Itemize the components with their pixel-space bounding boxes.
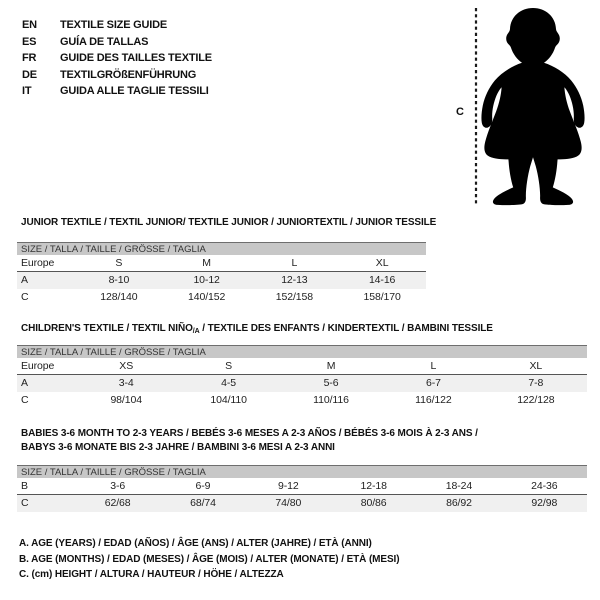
size-value-cell: 92/98: [531, 497, 558, 509]
size-value-cell: 140/152: [187, 291, 226, 303]
size-value-cell: XL: [375, 257, 389, 269]
size-table: [17, 242, 426, 306]
size-value-cell: 18-24: [445, 480, 473, 492]
section-title-line: [21, 427, 478, 441]
title-text: JUNIOR TEXTILE / TEXTIL JUNIOR/ TEXTILE JUNIOR / JUNIORTEXTIL / JUNIOR TESSILE: [21, 217, 437, 228]
title-text: / TEXTILE DES ENFANTS / KINDERTEXTIL / BAMBINI TESSILE: [199, 323, 493, 334]
language-title: TEXTILE SIZE GUIDE: [60, 19, 168, 31]
title-text: BABIES 3-6 MONTH TO 2-3 YEARS / BEBÉS 3-6 MESES A 2-3 AÑOS / BÉBÉS 3-6 MOIS À 2-3 ANS /: [21, 428, 478, 439]
size-value-cell: M: [202, 257, 211, 269]
size-value-cell: 24-36: [531, 480, 558, 492]
size-value-cell: S: [115, 257, 123, 269]
title-subscript: /A: [192, 328, 200, 335]
title-text: CHILDREN'S TEXTILE / TEXTIL NIÑO: [21, 323, 193, 334]
table-row: [17, 495, 587, 512]
language-code: DE: [22, 68, 37, 81]
language-code: ES: [22, 35, 37, 48]
language-row: [22, 34, 212, 51]
language-row: [22, 67, 212, 84]
row-label-cell: A: [21, 274, 28, 286]
size-value-cell: 86/92: [446, 497, 472, 509]
footnote-line: C. (cm) HEIGHT / ALTURA / HAUTEUR / HÖHE / ALTEZZA: [19, 569, 284, 580]
size-value-cell: XL: [529, 360, 543, 372]
language-code: IT: [22, 85, 32, 98]
row-label-cell: C: [21, 291, 29, 303]
size-value-cell: 3-6: [110, 480, 126, 492]
size-value-cell: 6-7: [425, 377, 441, 389]
size-value-cell: 152/158: [275, 291, 313, 303]
size-value-cell: 12-18: [360, 480, 387, 492]
size-value-cell: M: [326, 360, 336, 372]
size-table: [17, 465, 587, 512]
table-row: [17, 255, 426, 272]
size-value-cell: 80/86: [360, 497, 387, 509]
row-label-cell: Europe: [21, 257, 55, 269]
row-label-cell: C: [21, 497, 29, 509]
size-value-cell: 3-4: [118, 377, 134, 389]
size-value-cell: 14-16: [368, 274, 396, 286]
language-code: EN: [22, 19, 37, 31]
size-value-cell: 128/140: [100, 291, 138, 303]
table-row: [17, 478, 587, 495]
size-value-cell: S: [225, 360, 233, 372]
language-title-list: [22, 17, 212, 100]
section-title-line: [21, 441, 478, 455]
row-label-cell: B: [21, 480, 28, 492]
language-title: GUIDE DES TAILLES TEXTILE: [60, 52, 212, 65]
title-text: BABYS 3-6 MONATE BIS 2-3 JAHRE / BAMBINI 3-6 MESI A 2-3 ANNI: [21, 441, 335, 453]
size-value-cell: 5-6: [323, 377, 339, 389]
size-value-cell: 98/104: [110, 394, 142, 406]
size-value-cell: 9-12: [278, 480, 299, 492]
language-code: FR: [22, 52, 37, 65]
toddler-figure: [450, 0, 600, 215]
language-row: [22, 50, 212, 67]
table-row: [17, 289, 426, 306]
size-value-cell: 74/80: [275, 497, 302, 509]
size-value-cell: L: [430, 360, 437, 372]
footnote-line: A. AGE (YEARS) / EDAD (AÑOS) / ÂGE (ANS) / ALTER (JAHRE) / ETÀ (ANNI): [19, 538, 372, 549]
language-row: [22, 17, 212, 34]
size-value-cell: 6-9: [195, 480, 211, 492]
row-label-cell: A: [21, 377, 28, 389]
size-value-cell: 158/170: [363, 291, 401, 303]
language-title: GUIDA ALLE TAGLIE TESSILI: [60, 85, 209, 98]
height-measure-label: C: [456, 106, 464, 118]
size-value-cell: 104/110: [210, 394, 247, 406]
section-title: [21, 322, 493, 337]
language-title: TEXTILGRÖßENFÜHRUNG: [60, 68, 197, 81]
size-value-cell: 7-8: [528, 377, 544, 389]
size-value-cell: 68/74: [190, 497, 216, 509]
language-title: GUÍA DE TALLAS: [60, 35, 149, 48]
footnotes: [19, 536, 399, 583]
table-row: [17, 392, 587, 409]
footnote-line: B. AGE (MONTHS) / EDAD (MESES) / ÂGE (MOIS) / ALTER (MONATE) / ETÀ (MESI): [19, 553, 400, 565]
table-row: [17, 272, 426, 289]
size-value-cell: 4-5: [221, 377, 237, 389]
section-title: [21, 427, 478, 454]
size-value-cell: 62/68: [104, 497, 131, 509]
size-table: [17, 345, 587, 409]
table-size-header: SIZE / TALLA / TAILLE / GRÖSSE / TAGLIA: [17, 242, 426, 255]
size-value-cell: 116/122: [415, 394, 452, 406]
toddler-silhouette-icon: [481, 8, 584, 205]
table-size-header: SIZE / TALLA / TAILLE / GRÖSSE / TAGLIA: [17, 345, 587, 358]
size-value-cell: 12-13: [281, 274, 308, 286]
language-row: [22, 83, 212, 100]
size-value-cell: 122/128: [517, 394, 555, 406]
size-value-cell: L: [291, 257, 298, 269]
table-size-header: SIZE / TALLA / TAILLE / GRÖSSE / TAGLIA: [17, 465, 587, 478]
size-value-cell: XS: [119, 360, 134, 372]
table-row: [17, 375, 587, 392]
size-value-cell: 8-10: [108, 274, 130, 286]
table-row: [17, 358, 587, 375]
row-label-cell: C: [21, 394, 29, 406]
row-label-cell: Europe: [21, 360, 55, 372]
section-title: [21, 216, 436, 230]
section-title-line: [21, 216, 436, 230]
size-value-cell: 110/116: [313, 394, 349, 406]
section-title-line: [21, 322, 493, 337]
size-value-cell: 10-12: [193, 274, 220, 286]
